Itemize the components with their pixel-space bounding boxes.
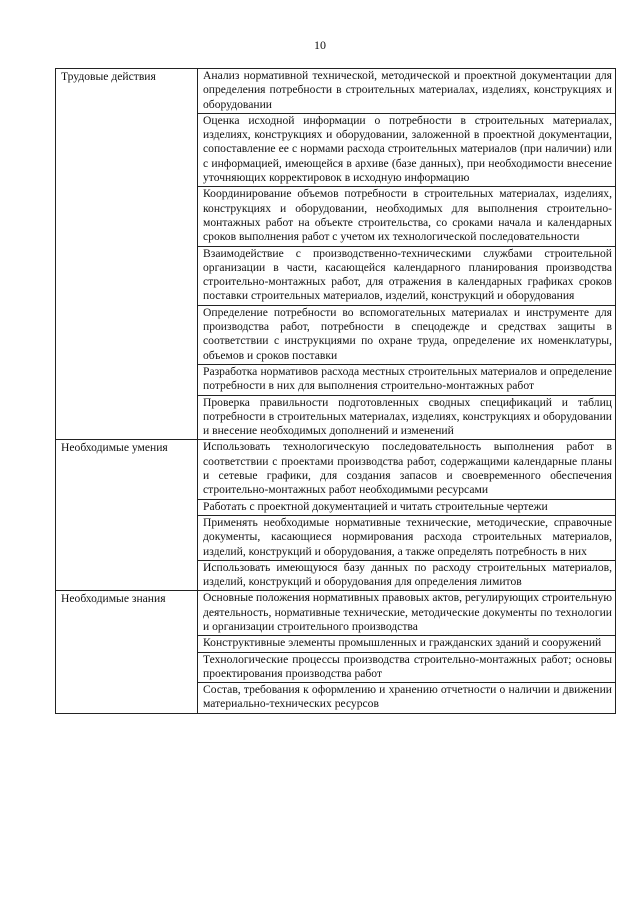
table-cell: Использовать имеющуюся базу данных по расходу строительных материалов, изделий, конструкций и оборудования для определения лимитов [198,560,616,591]
table-cell: Координирование объемов потребности в строительных материалах, изделиях, конструкциях и оборудовании, необходимых для выполнения строительно-монтажных работ на объекте строительства, со сроками начала и календарных сроков выполнения работ с учетом их технологической последовательности [198,187,616,246]
table-cell: Анализ нормативной технической, методической и проектной документации для определения потребности в строительных материалах, изделиях, конструкциях и оборудовании [198,69,616,114]
table-cell: Конструктивные элементы промышленных и гражданских зданий и сооружений [198,636,616,652]
page-number: 10 [314,38,326,52]
table-cell: Определение потребности во вспомогательных материалах и инструменте для производства работ, потребности в спецодежде и средствах защиты в соответствии с инструкциями по охране труда, определение их номенклатуры, объемов и сроков поставки [198,305,616,364]
table-cell: Состав, требования к оформлению и хранению отчетности о наличии и движении материально-технических ресурсов [198,683,616,714]
requirements-table [55,68,616,714]
table-cell: Взаимодействие с производственно-техническими службами строительной организации в части, касающейся календарного планирования производства строительно-монтажных работ, для отражения в календарных графиках сроков поставки строительных материалов, изделий, конструкций и оборудования [198,246,616,305]
table-cell: Разработка нормативов расхода местных строительных материалов и определение потребности в них для выполнения строительно-монтажных работ [198,364,616,395]
table-cell: Технологические процессы производства строительно-монтажных работ; основы проектирования производства работ [198,652,616,683]
section-label-required-skills: Необходимые умения [56,440,198,591]
section-label-labor-actions: Трудовые действия [56,69,198,440]
table-row [56,591,616,636]
table-cell: Проверка правильности подготовленных сводных спецификаций и таблиц потребности в строительных материалах, изделиях, конструкциях и оборудовании и внесение необходимых дополнений и изменений [198,395,616,440]
table-row [56,440,616,499]
table-cell: Работать с проектной документацией и читать строительные чертежи [198,499,616,515]
table-cell: Применять необходимые нормативные технические, методические, справочные документы, касающиеся нормирования расхода строительных материалов, изделий, конструкций и оборудования, а также определять потребность в них [198,515,616,560]
table-cell: Оценка исходной информации о потребности в строительных материалах, изделиях, конструкциях и оборудовании, заложенной в проектной документации, сопоставление ее с нормами расхода строительных материалов (при наличии) или с информацией, имеющейся в архиве (базе данных), при необходимости внесение уточняющих корректировок в исходную информацию [198,113,616,186]
table-cell: Основные положения нормативных правовых актов, регулирующих строительную деятельность, нормативные технические, методические документы по технологии и организации строительного производства [198,591,616,636]
table-row [56,69,616,114]
section-label-required-knowledge: Необходимые знания [56,591,198,713]
table-cell: Использовать технологическую последовательность выполнения работ в соответствии с проектами производства работ, содержащими календарные планы и сетевые графики, для создания запасов и своевременного обеспечения строительно-монтажных работ необходимыми ресурсами [198,440,616,499]
